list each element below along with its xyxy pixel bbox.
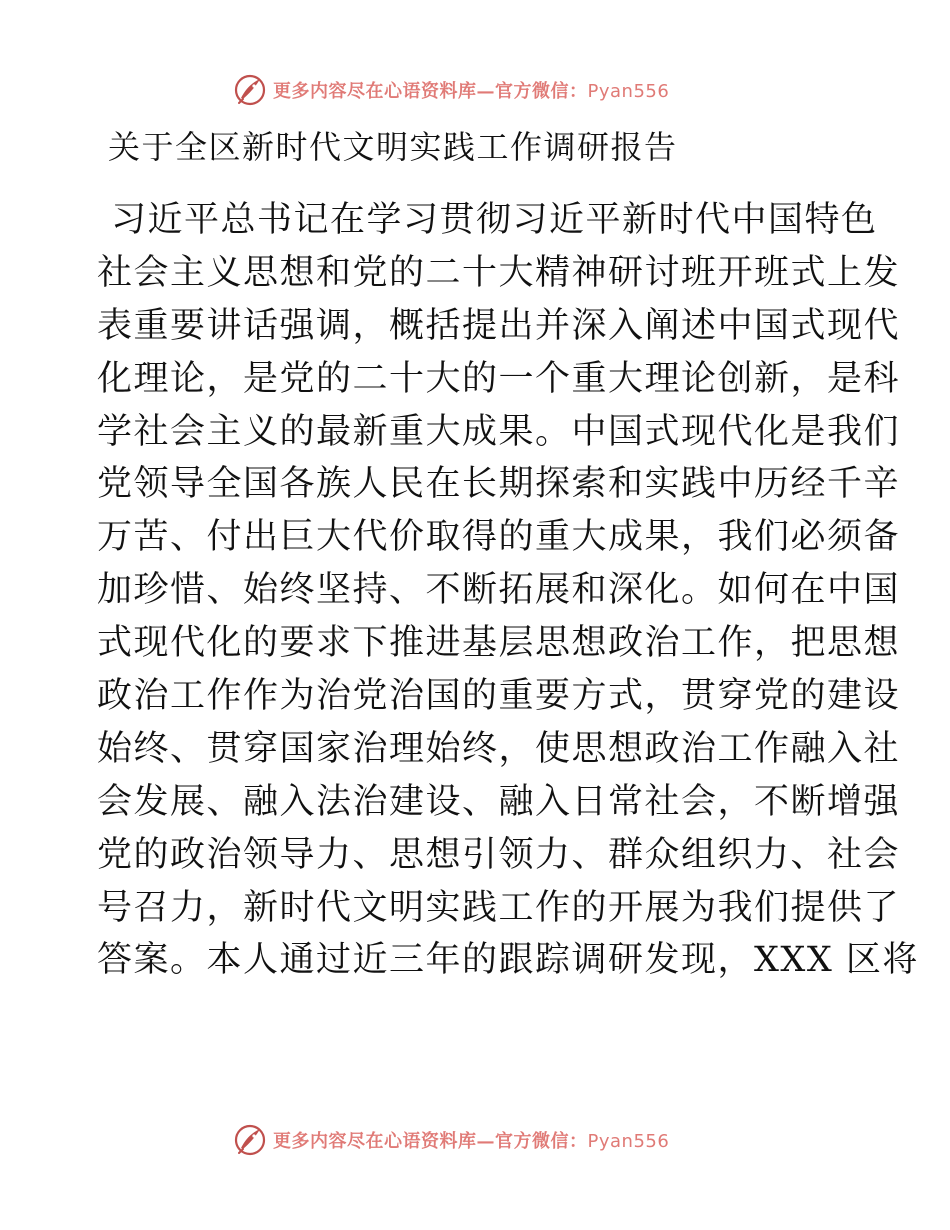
watermark-contact-label: 官方微信： [495,1131,588,1152]
body-line: 习近平总书记在学习贯彻习近平新时代中国特色 [111,200,878,240]
watermark-separator: — [476,1131,495,1152]
body-line: 化理论，是党的二十大的一个重大理论创新，是科 [97,358,901,399]
watermark-contact-label: 官方微信： [495,81,588,102]
body-line: 万苦、付出巨大代价取得的重大成果，我们必须备 [97,517,901,558]
watermark-separator: — [476,81,495,102]
watermark-text [273,77,669,103]
body-line: 始终、贯穿国家治理始终，使思想政治工作融入社 [97,728,901,769]
body-line: 表重要讲话强调，概括提出并深入阐述中国式现代 [97,305,901,346]
body-line: 社会主义思想和党的二十大精神研讨班开班式上发 [97,252,901,293]
watermark-text [273,1127,669,1153]
document-title: 关于全区新时代文明实践工作调研报告 [108,128,678,166]
header-watermark [233,72,669,108]
watermark-contact-id: Pyan556 [587,1131,670,1152]
body-line: 政治工作作为治党治国的重要方式，贯穿党的建设 [97,676,901,717]
body-line: 党的政治领导力、思想引领力、群众组织力、社会 [97,834,901,875]
body-line: 党领导全国各族人民在长期探索和实践中历经千辛 [97,464,901,505]
body-line: 加珍惜、始终坚持、不断拓展和深化。如何在中国 [97,570,901,611]
body-line: 学社会主义的最新重大成果。中国式现代化是我们 [97,411,901,452]
body-line: 式现代化的要求下推进基层思想政治工作，把思想 [97,623,901,664]
quill-circle-icon [233,73,267,107]
body-line: 会发展、融入法治建设、融入日常社会，不断增强 [97,781,901,822]
body-line: 号召力，新时代文明实践工作的开展为我们提供了 [97,887,901,928]
quill-circle-icon [233,1123,267,1157]
watermark-brand: 更多内容尽在心语资料库 [273,81,477,102]
body-line: 答案。本人通过近三年的跟踪调研发现，XXX 区将 [97,940,919,981]
footer-watermark [233,1122,669,1158]
watermark-contact-id: Pyan556 [587,81,670,102]
watermark-brand: 更多内容尽在心语资料库 [273,1131,477,1152]
document-body [97,194,919,987]
